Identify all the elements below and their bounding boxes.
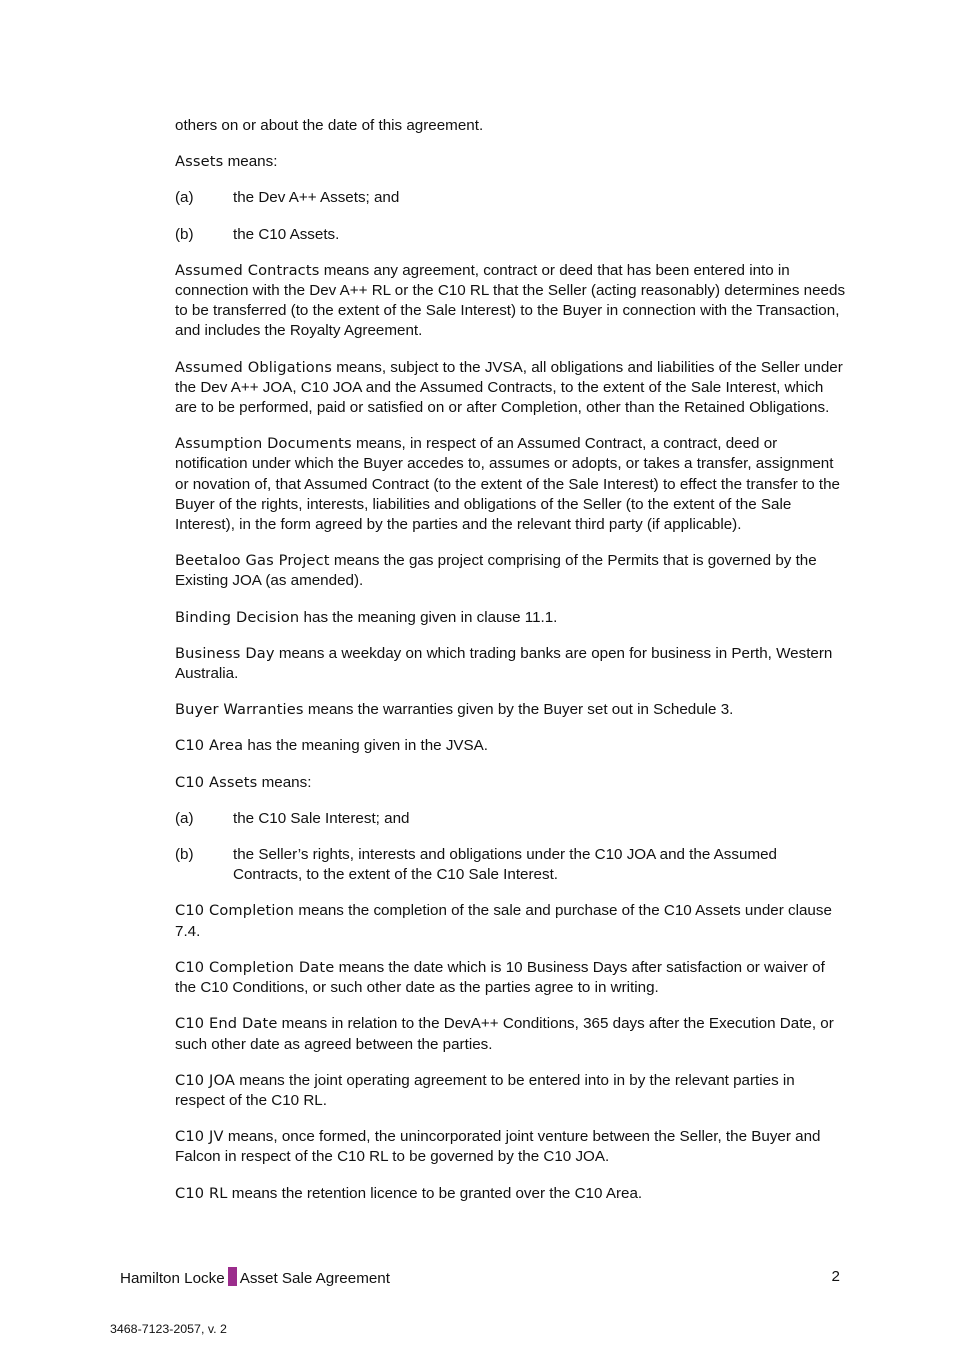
definition-assumption-documents xyxy=(175,434,847,535)
definition-text: means the warranties given by the Buyer set out in Schedule 3. xyxy=(303,701,734,719)
definition-text: means the retention licence to be granted over the C10 Area. xyxy=(227,1184,643,1202)
definition-text: means in relation to the DevA++ Conditions, 365 days after the Execution Date, or such other date as agreed between the parties. xyxy=(175,1015,834,1053)
definition-c10-completion xyxy=(175,901,847,941)
definition-text: means, subject to the JVSA, all obligations and liabilities of the Seller under the Dev A++ JOA, C10 JOA and the Assumed Contracts, to the extent of the Sale Interest, which are to be performed, paid or satisfied on or after Completion, other than the Retained Obligations. xyxy=(175,358,843,417)
defined-term: Binding Decision xyxy=(175,608,300,626)
definition-binding-decision xyxy=(175,608,847,628)
definition-c10-joa xyxy=(175,1071,847,1111)
definition-text: has the meaning given in the JVSA. xyxy=(243,737,489,755)
definition-assumed-contracts xyxy=(175,261,847,342)
definition-buyer-warranties xyxy=(175,700,847,720)
list-item-label: (b) xyxy=(175,225,194,243)
document-body xyxy=(175,116,847,1220)
list-item xyxy=(175,225,847,245)
intro-text: others on or about the date of this agreement. xyxy=(175,117,484,134)
list-item-label: (a) xyxy=(175,189,194,207)
defined-term: Assumed Contracts xyxy=(175,261,320,279)
definition-text: means, once formed, the unincorporated joint venture between the Seller, the Buyer and Falcon in respect of the C10 RL to be governed by the C10 JOA. xyxy=(175,1128,821,1166)
definition-text: means the gas project comprising of the Permits that is governed by the Existing JOA (as amended). xyxy=(175,552,817,590)
list-item-text: the Dev A++ Assets; and xyxy=(233,189,400,207)
definition-c10-completion-date xyxy=(175,958,847,998)
definition-text: means the completion of the sale and purchase of the C10 Assets under clause 7.4. xyxy=(175,902,832,940)
definition-text: means, in respect of an Assumed Contract, a contract, deed or notification under which the Buyer accedes to, assumes or adopts, or takes a transfer, assignment or novation of, that Assumed Contract (to the extent of the Sale Interest) to effect the transfer to the Buyer of the rights, interests, liabilities and obligations of the Seller (to the extent of the Sale Interest), in the form agreed by the parties and the relevant third party (if applicable). xyxy=(175,435,840,534)
defined-term: C10 Completion xyxy=(175,902,295,920)
definition-text: means: xyxy=(257,773,312,791)
defined-term: C10 Assets xyxy=(175,773,258,791)
definition-text: means: xyxy=(223,153,278,171)
definition-c10-end-date xyxy=(175,1014,847,1054)
definition-text: has the meaning given in clause 11.1. xyxy=(299,608,558,626)
definition-c10-area xyxy=(175,736,847,756)
list-item-text: the C10 Sale Interest; and xyxy=(233,809,410,827)
defined-term: Buyer Warranties xyxy=(175,701,304,719)
defined-term: Assets xyxy=(175,153,224,171)
list-item-label: (a) xyxy=(175,809,194,827)
definition-c10-assets xyxy=(175,773,847,793)
footer-brand xyxy=(120,1267,390,1289)
document-id: 3468-7123-2057, v. 2 xyxy=(110,1322,227,1336)
defined-term: C10 RL xyxy=(175,1184,228,1202)
list-item-text: the Seller’s rights, interests and obligations under the C10 JOA and the Assumed Contracts, to the extent of the C10 Sale Interest. xyxy=(233,846,777,884)
defined-term: Assumed Obligations xyxy=(175,358,333,376)
definition-beetaloo-gas-project xyxy=(175,551,847,591)
firm-name: Hamilton Locke xyxy=(120,1270,225,1287)
definition-text: means the joint operating agreement to be entered into in by the relevant parties in respect of the C10 RL. xyxy=(175,1071,795,1109)
definition-text: means any agreement, contract or deed that has been entered into in connection with the Dev A++ RL or the C10 RL that the Seller (acting reasonably) determines needs to be transferred (to the extent of the Sale Interest) to the Buyer in connection with the Transaction, and includes the Royalty Agreement. xyxy=(175,261,846,340)
list-item xyxy=(175,809,847,829)
brand-bar-icon xyxy=(228,1267,237,1286)
defined-term: Assumption Documents xyxy=(175,435,352,453)
list-item xyxy=(175,845,847,885)
list-item xyxy=(175,188,847,208)
list-item-text: the C10 Assets. xyxy=(233,225,340,243)
defined-term: C10 Completion Date xyxy=(175,958,335,976)
definition-text: means the date which is 10 Business Days after satisfaction or waiver of the C10 Conditions, or such other date as the parties agree to in writing. xyxy=(175,958,825,997)
definition-c10-rl xyxy=(175,1184,847,1204)
definition-business-day xyxy=(175,644,847,684)
definition-c10-jv xyxy=(175,1127,847,1167)
page-number: 2 xyxy=(831,1268,840,1285)
definition-assumed-obligations xyxy=(175,358,847,419)
defined-term: Business Day xyxy=(175,644,275,662)
defined-term: Beetaloo Gas Project xyxy=(175,552,330,570)
page-footer xyxy=(120,1267,840,1289)
definition-text: means a weekday on which trading banks are open for business in Perth, Western Australia. xyxy=(175,644,833,683)
defined-term: C10 JOA xyxy=(175,1071,235,1089)
defined-term: C10 Area xyxy=(175,737,244,755)
defined-term: C10 JV xyxy=(175,1128,224,1146)
list-item-label: (b) xyxy=(175,846,194,864)
document-title: Asset Sale Agreement xyxy=(239,1270,390,1287)
defined-term: C10 End Date xyxy=(175,1015,278,1033)
definition-assets xyxy=(175,152,847,172)
